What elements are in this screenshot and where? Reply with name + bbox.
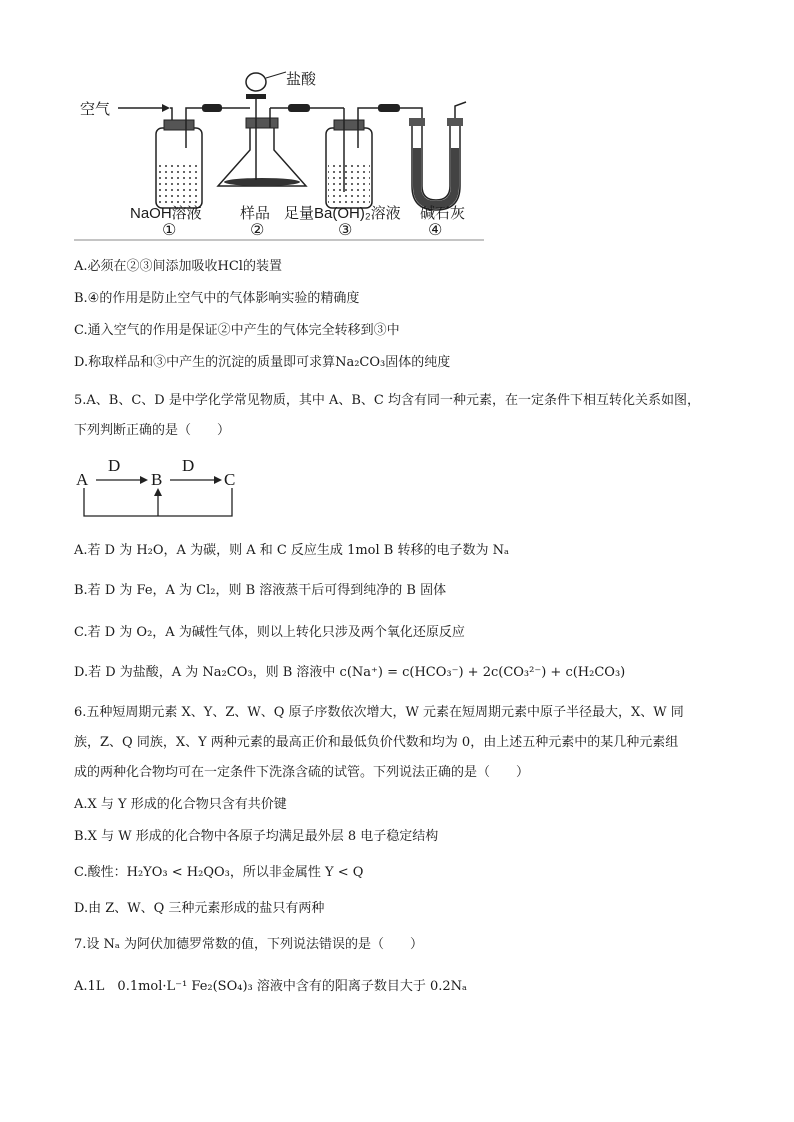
- flask-2-label: 样品: [240, 205, 271, 222]
- q5-option-d: D.若 D 为盐酸，A 为 Na₂CO₃，则 B 溶液中 c(Na⁺) = c(HCO₃⁻) + 2c(CO₃²⁻) + c(H₂CO₃): [74, 665, 626, 680]
- q6-option-c: C.酸性：H₂YO₃ < H₂QO₃，所以非金属性 Y < Q: [74, 865, 364, 880]
- q5-diagram-drawing: [74, 458, 244, 522]
- q5-option-b: B.若 D 为 Fe，A 为 Cl₂，则 B 溶液蒸干后可得到纯净的 B 固体: [74, 583, 447, 598]
- q5-stem-line2: 下列判断正确的是（ ）: [74, 423, 231, 438]
- bottle-1-label: NaOH溶液: [130, 205, 202, 222]
- q7-option-a: A.1L 0.1mol·L⁻¹ Fe₂(SO₄)₃ 溶液中含有的阳离子数目大于 0.2Nₐ: [74, 979, 468, 994]
- q4-option-b: B.④的作用是防止空气中的气体影响实验的精确度: [74, 291, 360, 306]
- apparatus-diagram: [74, 68, 494, 246]
- q4-option-c: C.通入空气的作用是保证②中产生的气体完全转移到③中: [74, 323, 400, 338]
- q5-reagent-d2: D: [182, 456, 195, 475]
- q5-reagent-d1: D: [108, 456, 121, 475]
- air-inlet-label: 空气: [80, 101, 111, 118]
- bottle-3-number: ③: [338, 220, 353, 239]
- q5-node-a: A: [76, 470, 89, 489]
- q6-stem-line3: 成的两种化合物均可在一定条件下洗涤含硫的试管。下列说法正确的是（ ）: [74, 765, 530, 780]
- hydrochloric-acid-label: 盐酸: [286, 71, 317, 88]
- q5-stem-line1: 5.A、B、C、D 是中学化学常见物质，其中 A、B、C 均含有同一种元素，在一定条件下相互转化关系如图，: [74, 393, 701, 408]
- q6-option-b: B.X 与 W 形成的化合物中各原子均满足最外层 8 电子稳定结构: [74, 829, 439, 844]
- q4-option-a: A.必须在②③间添加吸收HCl的装置: [74, 259, 282, 274]
- bottle-3-label: 足量Ba(OH)₂溶液: [284, 205, 401, 222]
- q6-option-a: A.X 与 Y 形成的化合物只含有共价键: [74, 797, 287, 812]
- q5-option-c: C.若 D 为 O₂，A 为碱性气体，则以上转化只涉及两个氧化还原反应: [74, 625, 465, 640]
- q6-stem-line1: 6.五种短周期元素 X、Y、Z、W、Q 原子序数依次增大，W 元素在短周期元素中原子半径最大，X、W 同: [74, 705, 684, 720]
- bottle-1-number: ①: [162, 220, 177, 239]
- q5-option-a: A.若 D 为 H₂O，A 为碳，则 A 和 C 反应生成 1mol B 转移的电子数为 Nₐ: [74, 543, 509, 558]
- u-tube-4-number: ④: [428, 220, 443, 239]
- q5-transformation-diagram: [74, 458, 244, 522]
- q5-node-b: B: [151, 470, 163, 489]
- q6-option-d: D.由 Z、W、Q 三种元素形成的盐只有两种: [74, 901, 325, 916]
- q6-stem-line2: 族，Z、Q 同族，X、Y 两种元素的最高正价和最低负价代数和均为 0，由上述五种元素中的某几种元素组: [74, 735, 679, 750]
- q4-option-d: D.称取样品和③中产生的沉淀的质量即可求算Na₂CO₃固体的纯度: [74, 355, 451, 370]
- q5-node-c: C: [224, 470, 236, 489]
- flask-2-number: ②: [250, 220, 265, 239]
- q7-stem: 7.设 Nₐ 为阿伏加德罗常数的值，下列说法错误的是（ ）: [74, 937, 424, 952]
- u-tube-4-label: 碱石灰: [420, 205, 466, 222]
